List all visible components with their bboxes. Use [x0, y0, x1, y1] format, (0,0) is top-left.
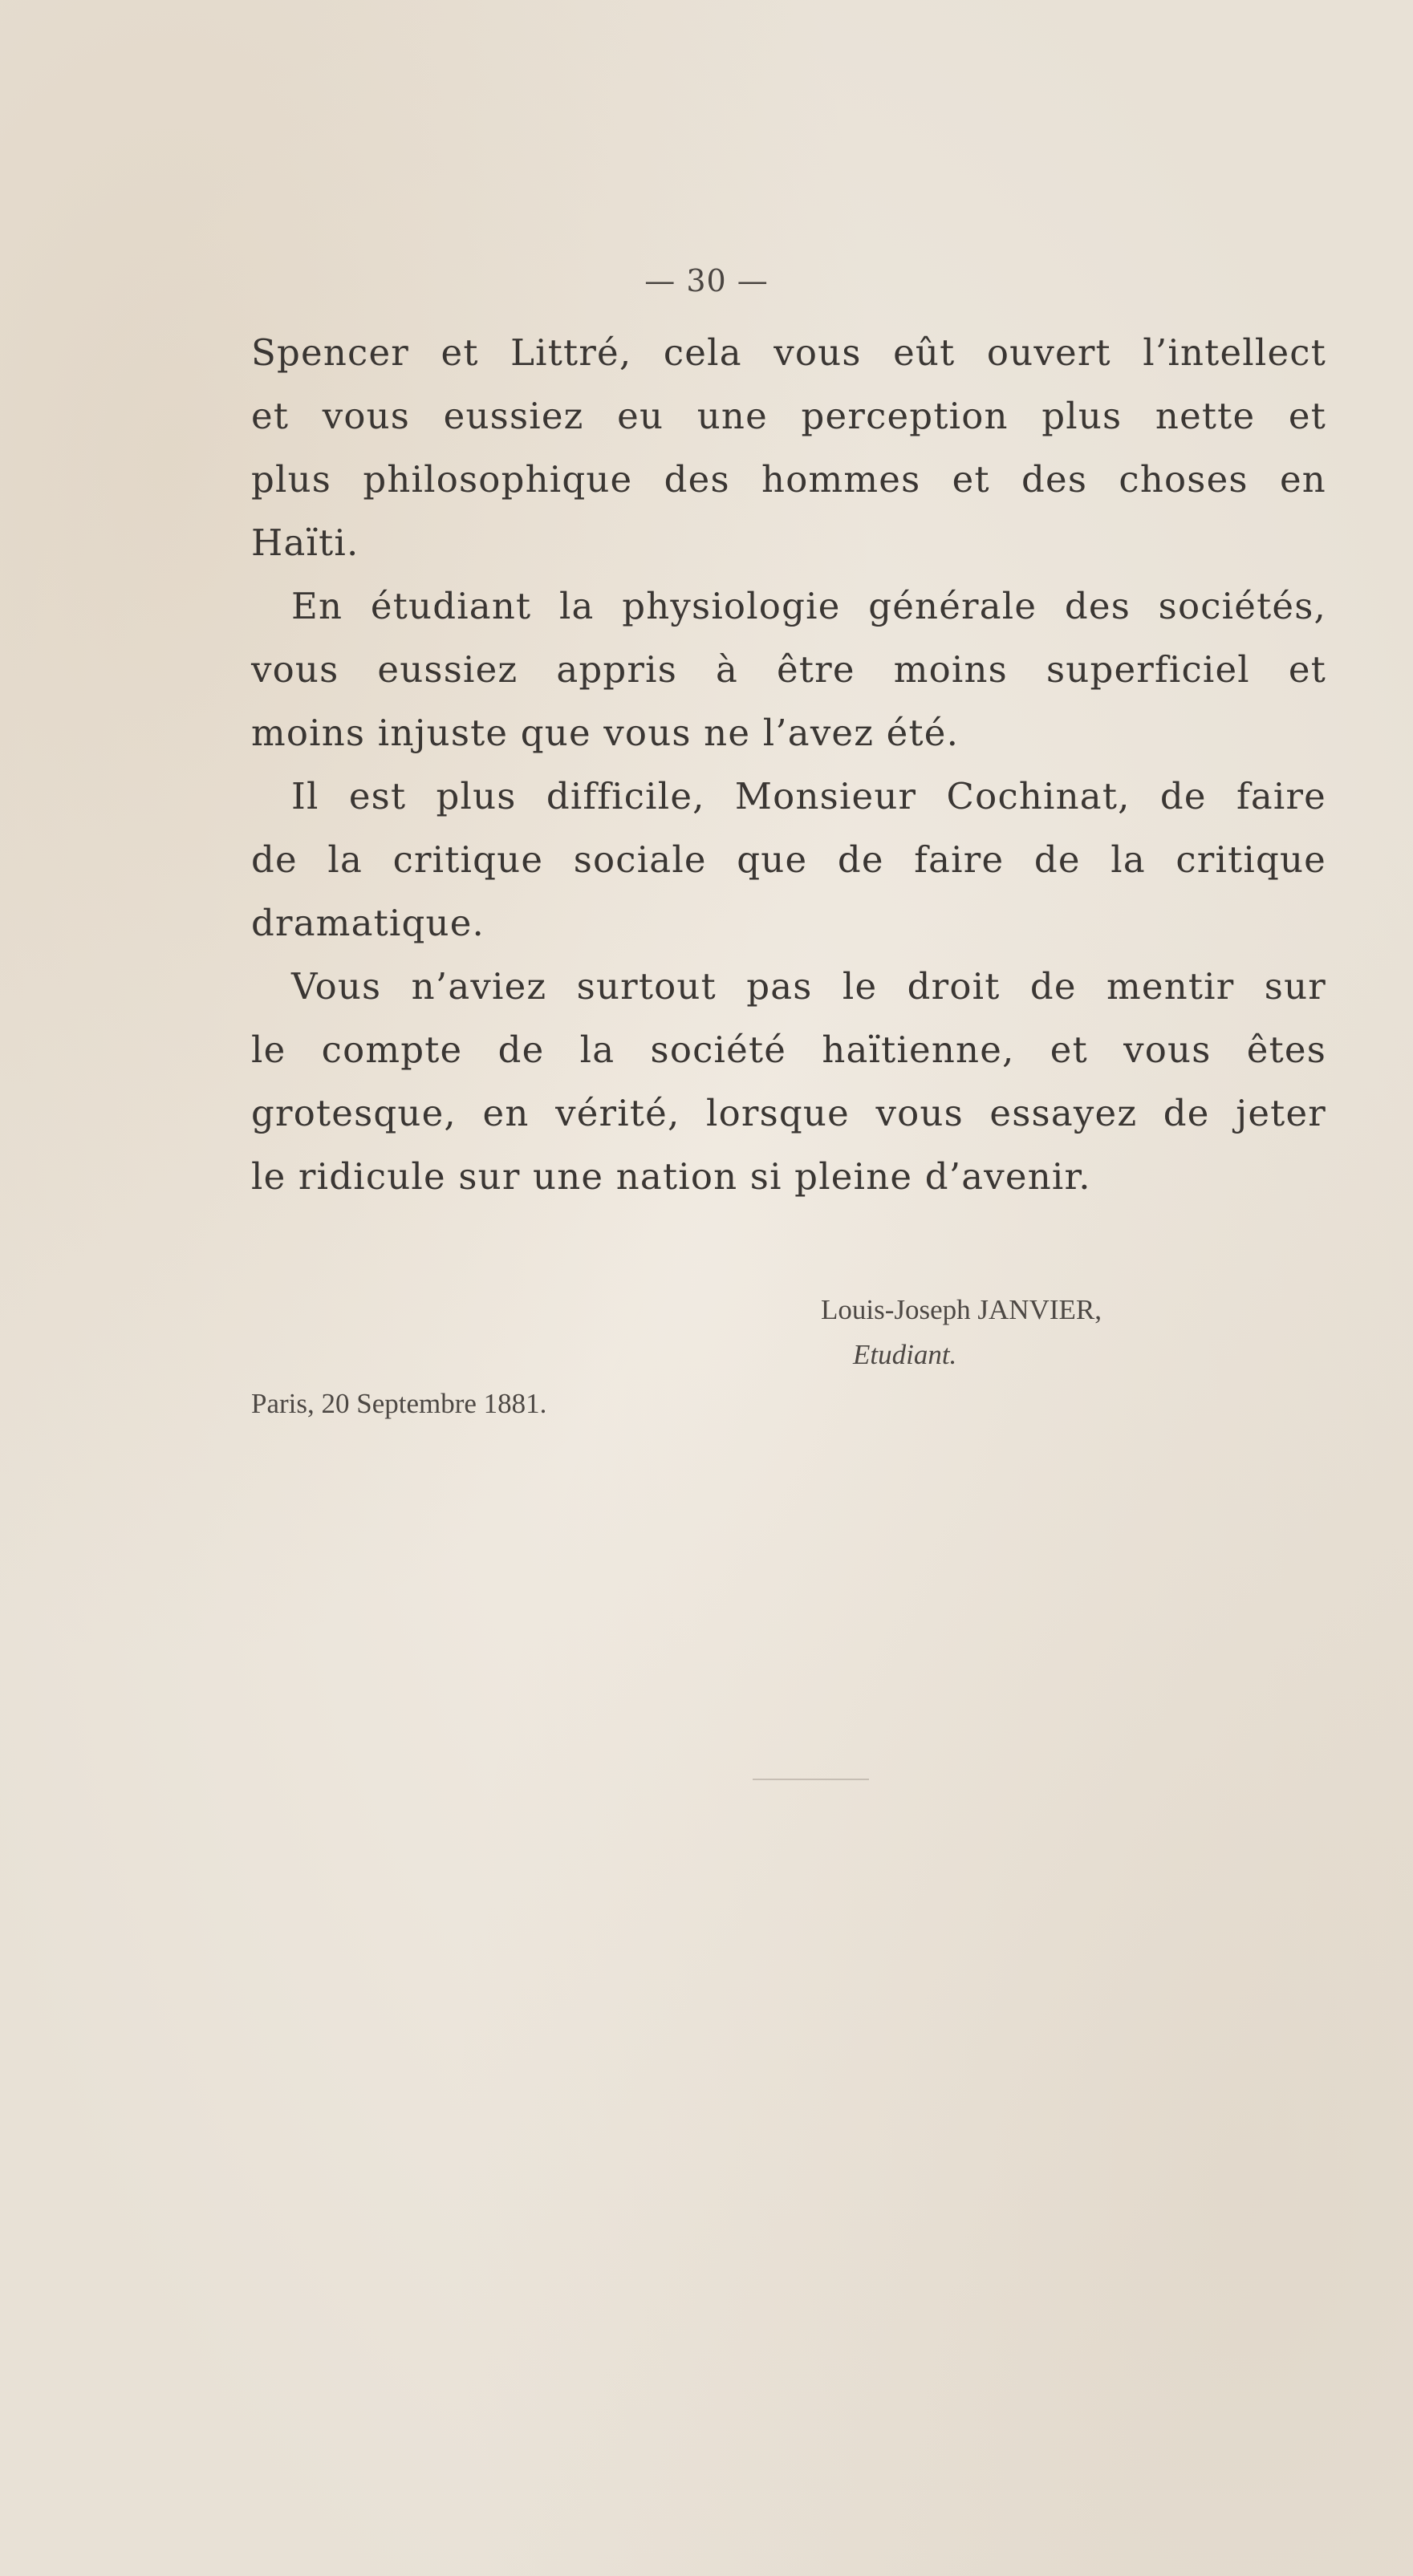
author-name: Louis-Joseph JANVIER, — [821, 1294, 1102, 1325]
page-number: — 30 — — [644, 263, 769, 298]
text-line: vous eussiez appris à être moins superficiel et — [251, 648, 1326, 691]
text-line: grotesque, en vérité, lorsque vous essayez de jeter — [251, 1092, 1326, 1134]
dateline: Paris, 20 Septembre 1881. — [251, 1388, 547, 1419]
text-line: Haïti. — [251, 521, 359, 564]
text-line: le ridicule sur une nation si pleine d’avenir. — [251, 1155, 1091, 1198]
divider-rule — [753, 1779, 869, 1780]
text-line: Spencer et Littré, cela vous eût ouvert l’intellect — [251, 331, 1326, 374]
text-line: plus philosophique des hommes et des choses en — [251, 458, 1326, 501]
text-line: moins injuste que vous ne l’avez été. — [251, 712, 960, 754]
author-title: Etudiant. — [853, 1339, 957, 1370]
text-line: de la critique sociale que de faire de la critique — [251, 838, 1326, 881]
text-line: En étudiant la physiologie générale des sociétés, — [291, 585, 1326, 627]
text-line: le compte de la société haïtienne, et vous êtes — [251, 1028, 1326, 1071]
text-line: Vous n’aviez surtout pas le droit de mentir sur — [291, 965, 1326, 1008]
body-text — [251, 321, 1326, 1208]
text-line: et vous eussiez eu une perception plus nette et — [251, 395, 1326, 437]
text-line: dramatique. — [251, 902, 485, 944]
text-line: Il est plus difficile, Monsieur Cochinat, de faire — [291, 775, 1326, 817]
signature-block — [821, 1288, 1102, 1377]
